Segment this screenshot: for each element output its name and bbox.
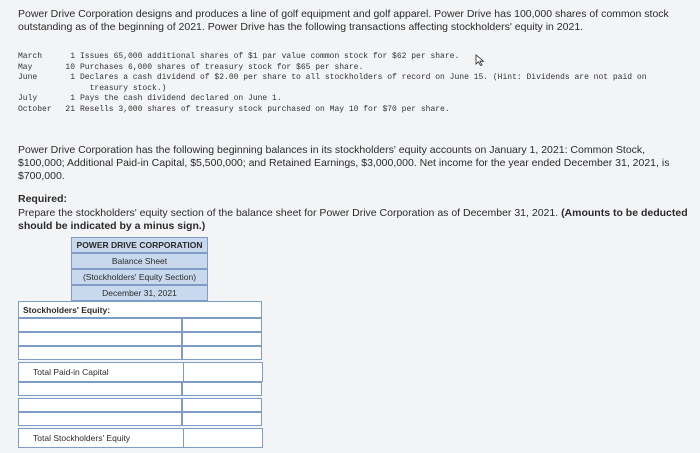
equity-label-row: Stockholders' Equity: xyxy=(18,301,262,318)
transaction-month: March xyxy=(18,52,43,61)
entry-row xyxy=(18,346,262,360)
total-stockholders-equity-amount[interactable] xyxy=(183,428,263,448)
statement-date: December 31, 2021 xyxy=(71,285,208,301)
entry-row xyxy=(18,398,262,412)
transaction-text: Pays the cash dividend declared on June 1. xyxy=(80,94,282,103)
transaction-day: 1 xyxy=(70,94,75,103)
transaction-row xyxy=(18,73,698,94)
total-stockholders-equity-label: Total Stockholders' Equity xyxy=(33,433,131,443)
account-name-input[interactable] xyxy=(18,318,182,332)
beginning-balances-text: Power Drive Corporation has the following beginning balances in its stockholders' equity accounts on January 1, 2021: Common Stock, $100,000; Additional Paid-in Capital, $5,500,000; and Retained Earnings, $3,000,000. Net income for the year ended December 31, 2021, is $700,000. xyxy=(18,144,670,182)
transaction-row xyxy=(18,94,698,105)
transaction-day: 1 xyxy=(70,73,75,82)
transaction-row xyxy=(18,105,698,116)
transaction-text: Declares a cash dividend of $2.00 per share to all stockholders of record on June 15. (Hint: Dividends are not paid on treasury stock.) xyxy=(80,73,647,93)
entry-row xyxy=(18,318,262,332)
entry-row xyxy=(18,382,262,396)
transaction-row xyxy=(18,63,698,74)
transaction-day: 21 xyxy=(65,104,75,114)
statement-title: Balance Sheet xyxy=(71,253,208,269)
required-text: Prepare the stockholders' equity section of the balance sheet for Power Drive Corporation as of December 31, 2021. xyxy=(18,207,559,219)
required-heading: Required: xyxy=(18,193,68,205)
account-name-input[interactable] xyxy=(18,346,182,360)
amount-input[interactable] xyxy=(182,382,262,396)
balance-sheet-form xyxy=(18,235,262,448)
account-name-input[interactable] xyxy=(18,398,182,412)
transaction-month: May xyxy=(18,62,33,72)
total-paid-in-capital-label: Total Paid-in Capital xyxy=(33,367,109,377)
account-name-input[interactable] xyxy=(18,382,182,396)
amount-input[interactable] xyxy=(182,412,262,426)
account-name-input[interactable] xyxy=(18,332,182,346)
transaction-text: Resells 3,000 shares of treasury stock purchased on May 10 for $70 per share. xyxy=(80,104,450,114)
required-instructions xyxy=(18,207,688,233)
account-name-input[interactable] xyxy=(18,412,182,426)
transaction-text: Issues 65,000 additional shares of $1 par value common stock for $62 per share. xyxy=(80,52,460,61)
mouse-pointer-icon xyxy=(475,54,485,66)
transaction-list xyxy=(18,52,698,115)
transaction-day: 10 xyxy=(65,62,75,72)
amount-input[interactable] xyxy=(182,332,262,346)
transaction-row xyxy=(18,52,698,63)
total-paid-in-capital-row xyxy=(18,362,262,382)
transaction-text: Purchases 6,000 shares of treasury stock for $65 per share. xyxy=(80,62,364,72)
entry-row xyxy=(18,412,262,426)
problem-intro: Power Drive Corporation designs and produces a line of golf equipment and golf apparel. Power Drive has 100,000 shares of common stock outstanding as of the beginning of 2021. Power Drive has the following transactions affecting stockholders' equity in 2021. xyxy=(18,8,669,33)
total-stockholders-equity-row xyxy=(18,428,262,448)
amount-input[interactable] xyxy=(182,318,262,332)
statement-section: (Stockholders' Equity Section) xyxy=(71,269,208,285)
entry-row xyxy=(18,332,262,346)
transaction-month: October xyxy=(18,104,52,114)
transaction-day: 1 xyxy=(70,52,75,61)
company-name: POWER DRIVE CORPORATION xyxy=(71,237,208,253)
total-paid-in-capital-amount[interactable] xyxy=(183,362,263,382)
transaction-month: July xyxy=(18,94,38,103)
required-note: (Amounts to be deducted should be indicated by a minus sign.) xyxy=(18,207,688,232)
amount-input[interactable] xyxy=(182,346,262,360)
transaction-month: June xyxy=(18,73,38,82)
amount-input[interactable] xyxy=(182,398,262,412)
